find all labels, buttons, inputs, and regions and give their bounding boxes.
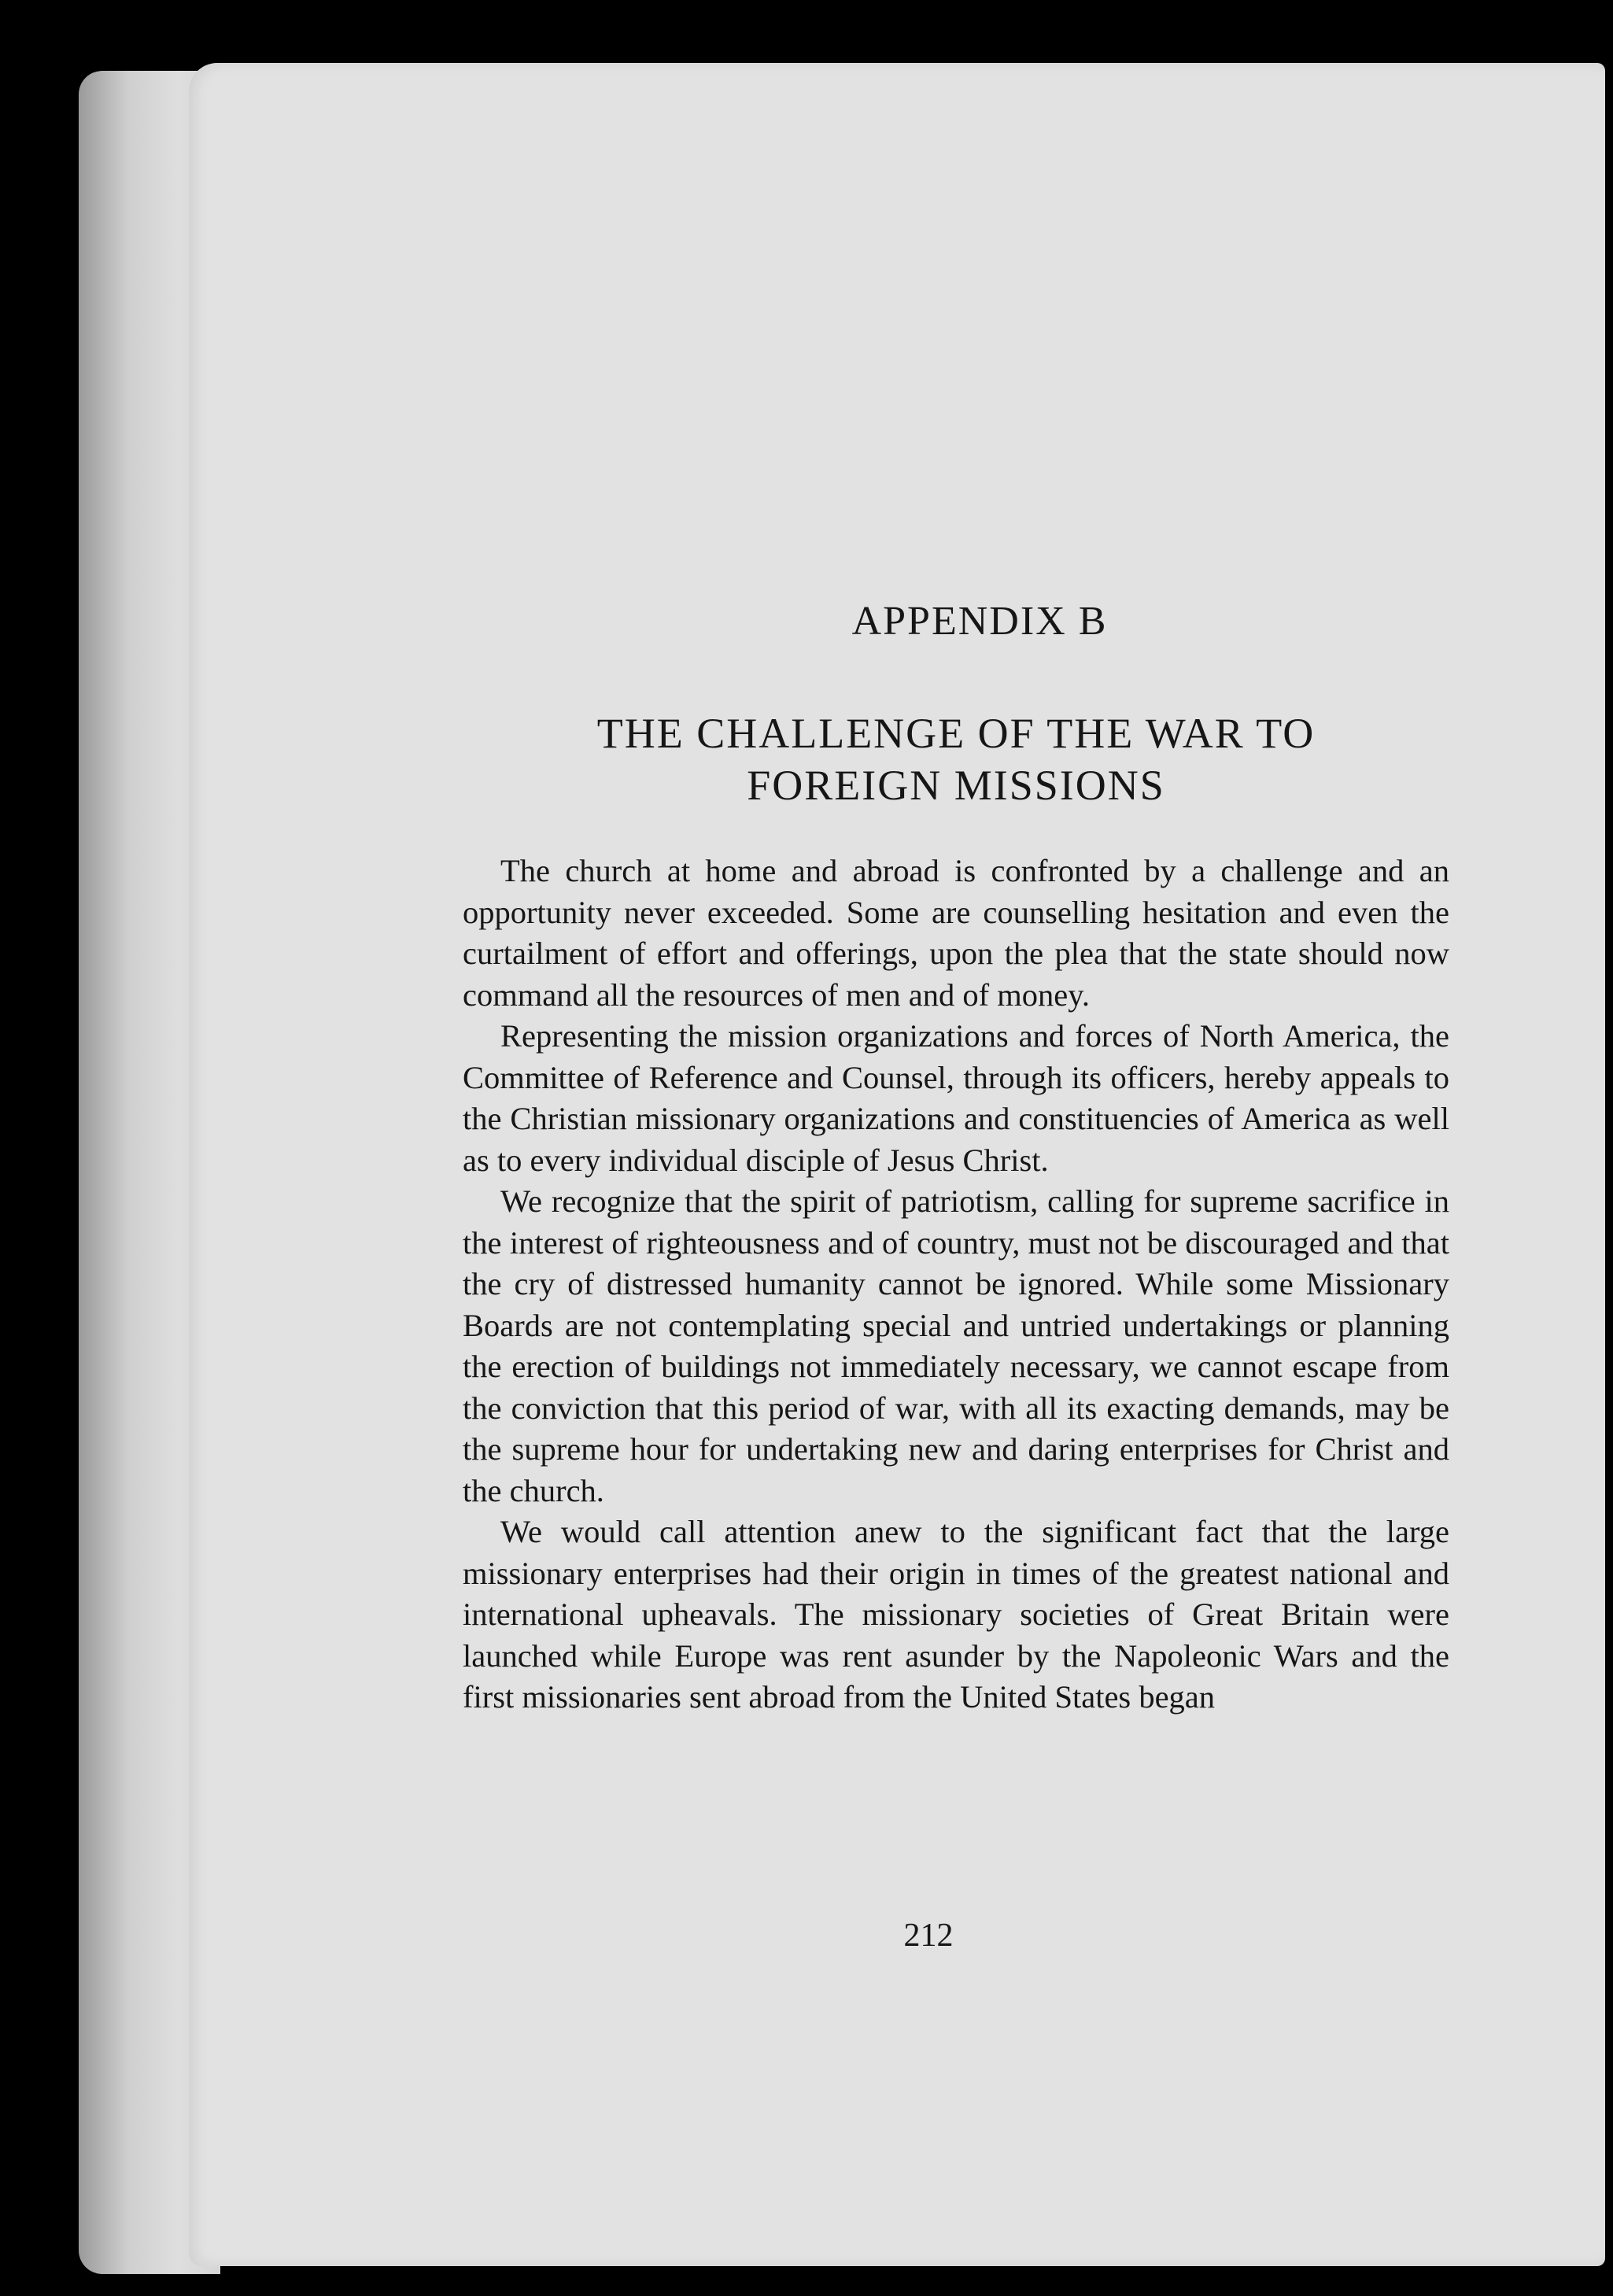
chapter-title-line-1: THE CHALLENGE OF THE WAR TO [596,710,1316,757]
body-paragraph: We recognize that the spirit of patriotism, calling for supreme sacrifice in the interest of righteousness and of country, must not be discouraged and that the cry of distressed humanity cannot be ignored. While some Missionary Boards are not contemplating special and untried undertakings or planning the erection of buildings not immediately necessary, we cannot escape from the conviction that this period of war, with all its exacting demands, may be the supreme hour for undertaking new and daring enterprises for Christ and the church. [463,1183,1449,1508]
body-paragraph: We would call attention anew to the significant fact that the large missionary enterprises had their origin in times of the greatest national and international upheavals. The missionary societies of Great Britain were launched while Europe was rent asunder by the Napoleonic Wars and the first missionaries sent abroad from the United States began [463,1514,1449,1715]
body-paragraph: The church at home and abroad is confronted by a challenge and an opportunity never exceeded. Some are counselling hesitation and even the curtailment of effort and offerings, upon the plea that the state should now command all the resources of men and of money. [463,853,1449,1013]
page-number: 212 [903,1918,954,1954]
appendix-label: APPENDIX B [851,599,1108,644]
page-text-block [463,598,1449,1718]
chapter-title [463,707,1449,811]
chapter-title-line-2: FOREIGN MISSIONS [747,762,1165,809]
body-paragraph: Representing the mission organizations and forces of North America, the Committee of Reference and Counsel, through its officers, hereby appeals to the Christian missionary organizations and constituencies of America as well as to every individual disciple of Jesus Christ. [463,1018,1449,1178]
